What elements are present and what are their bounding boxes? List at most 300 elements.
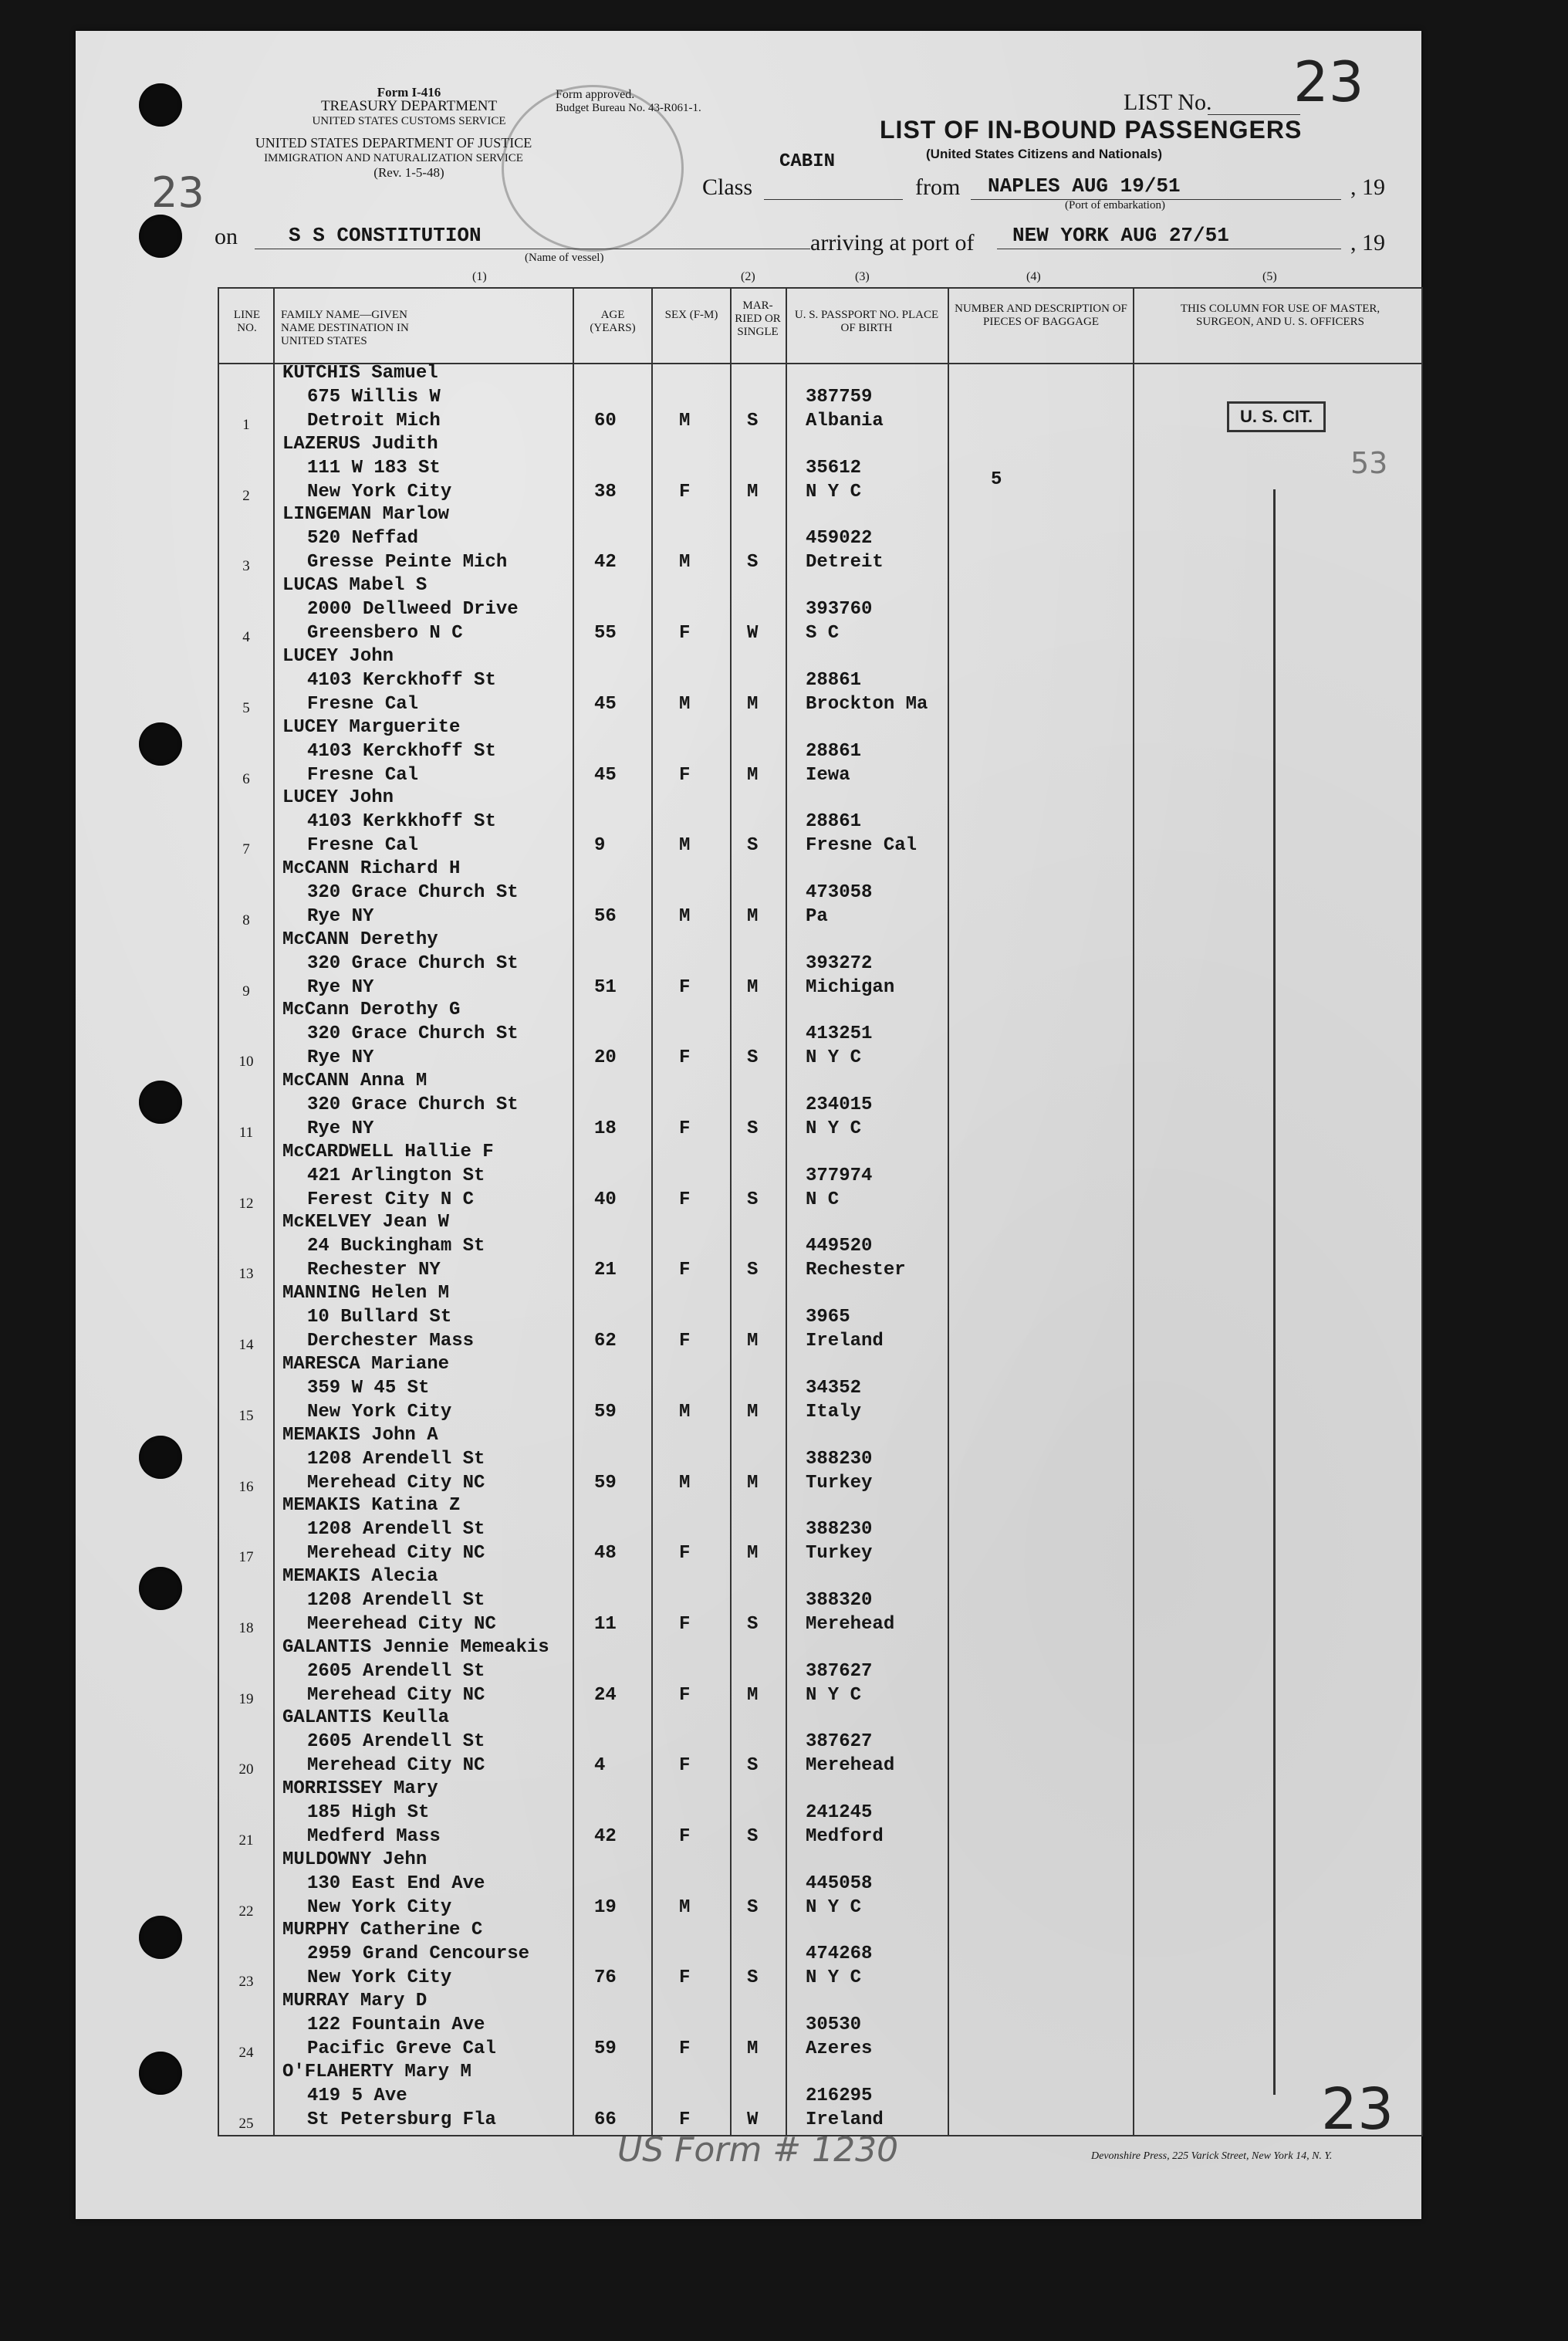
passenger-city: Merehead City NC [307, 1543, 485, 1565]
passport-number: 30530 [806, 2015, 862, 2036]
line-number: 6 [242, 770, 250, 787]
passenger-age: 11 [594, 1613, 617, 1635]
passenger-marital: S [747, 1755, 759, 1777]
table-row [219, 1001, 1421, 1072]
list-no-label: LIST No. [1124, 90, 1212, 115]
line-number: 21 [238, 1832, 254, 1849]
punch-hole [139, 722, 182, 766]
passenger-age: 42 [594, 552, 617, 573]
passenger-marital: M [747, 2038, 759, 2060]
port-embark-caption: (Port of embarkation) [1065, 199, 1165, 211]
passenger-age: 4 [594, 1755, 606, 1777]
year-label: , 19 [1350, 174, 1385, 200]
place-of-birth: Brockton Ma [806, 693, 928, 715]
place-of-birth: Detreit [806, 552, 884, 573]
passenger-sex: F [679, 1047, 691, 1069]
line-number: 22 [238, 1903, 254, 1920]
passenger-address: 320 Grace Church St [307, 1023, 519, 1045]
passenger-sex: F [679, 2109, 691, 2130]
table-row [219, 1426, 1421, 1497]
treasury-dept: TREASURY DEPARTMENT [320, 98, 498, 114]
passenger-city: Rye NY [307, 1047, 374, 1069]
passport-number: 28861 [806, 740, 862, 762]
from-label: from [915, 174, 961, 200]
passenger-address: 1208 Arendell St [307, 1448, 485, 1470]
col-number-4: (4) [1026, 270, 1041, 283]
passenger-city: New York City [307, 1401, 452, 1423]
passenger-age: 20 [594, 1047, 617, 1069]
passenger-name: GALANTIS Jennie Memeakis [282, 1636, 549, 1658]
customs-service: UNITED STATES CUSTOMS SERVICE [312, 115, 506, 127]
passenger-age: 42 [594, 1826, 617, 1847]
passenger-marital: S [747, 1896, 759, 1918]
passport-number: 216295 [806, 2085, 873, 2106]
line-number: 7 [242, 841, 250, 858]
passenger-address: 1208 Arendell St [307, 1589, 485, 1611]
passenger-address: 421 Arlington St [307, 1165, 485, 1186]
passenger-city: Rye NY [307, 1118, 374, 1139]
passenger-sex: F [679, 481, 691, 502]
line-number: 19 [238, 1690, 254, 1707]
passenger-age: 59 [594, 2038, 617, 2060]
passenger-city: Derchester Mass [307, 1331, 475, 1352]
passport-number: 393760 [806, 599, 873, 621]
line-number: 13 [238, 1266, 254, 1283]
passenger-city: Merehead City NC [307, 1472, 485, 1494]
table-row [219, 1636, 1421, 1710]
passenger-address: 2605 Arendell St [307, 1660, 485, 1682]
col-number-1: (1) [472, 270, 487, 283]
passport-number: 387627 [806, 1731, 873, 1753]
passenger-marital: S [747, 1613, 759, 1635]
table-row [219, 435, 1421, 506]
passenger-marital: M [747, 905, 759, 927]
ins-service: IMMIGRATION AND NATURALIZATION SERVICE [264, 152, 523, 164]
passenger-city: Rye NY [307, 976, 374, 998]
table-row [219, 1992, 1421, 2063]
passenger-sex: M [679, 411, 691, 431]
justice-dept: UNITED STATES DEPARTMENT OF JUSTICE [255, 135, 532, 151]
table-row [219, 1213, 1421, 1284]
passenger-age: 60 [594, 411, 617, 431]
form-number: Form I-416 [377, 85, 441, 100]
passenger-address: 130 East End Ave [307, 1872, 485, 1894]
list-no-line [1208, 114, 1300, 115]
page-title: LIST OF IN-BOUND PASSENGERS [880, 116, 1303, 144]
passenger-city: New York City [307, 1967, 452, 1989]
place-of-birth: Italy [806, 1401, 862, 1423]
passenger-address: 10 Bullard St [307, 1307, 452, 1328]
passenger-sex: F [679, 1543, 691, 1565]
table-row [219, 1284, 1421, 1355]
from-value: NAPLES AUG 19/51 [988, 174, 1181, 198]
punch-hole [139, 1436, 182, 1479]
passenger-address: 320 Grace Church St [307, 1094, 519, 1115]
passenger-marital: S [747, 1967, 759, 1989]
passenger-sex: F [679, 1826, 691, 1847]
passenger-table [218, 287, 1423, 2136]
passenger-marital: S [747, 552, 759, 573]
punch-hole [139, 215, 182, 258]
passenger-sex: M [679, 835, 691, 857]
passenger-marital: W [747, 623, 759, 644]
passenger-city: Merehead City NC [307, 1684, 485, 1706]
line-number: 11 [238, 1125, 254, 1141]
passenger-sex: M [679, 693, 691, 715]
passenger-address: 320 Grace Church St [307, 952, 519, 974]
passenger-address: 4103 Kerkkhoff St [307, 811, 496, 833]
place-of-birth: N Y C [806, 1967, 862, 1989]
officer-number: 53 [1350, 446, 1388, 480]
passenger-marital: S [747, 1047, 759, 1069]
passenger-name: MURRAY Mary D [282, 1991, 427, 2012]
passenger-name: McKELVEY Jean W [282, 1212, 450, 1233]
place-of-birth: Fresne Cal [806, 835, 917, 857]
passenger-name: O'FLAHERTY Mary M [282, 2061, 471, 2082]
passenger-city: Detroit Mich [307, 411, 441, 431]
line-number: 10 [238, 1054, 254, 1071]
table-row [219, 506, 1421, 577]
col-header-age: AGE (YEARS) [590, 309, 636, 334]
col-header-name: FAMILY NAME—GIVEN NAME DESTINATION IN UNITED STATES [281, 309, 409, 347]
place-of-birth: Michigan [806, 976, 895, 998]
col-header-baggage: NUMBER AND DESCRIPTION OF PIECES OF BAGGAGE [955, 303, 1127, 328]
passenger-marital: W [747, 2109, 759, 2130]
punch-hole [139, 83, 182, 127]
passenger-city: Fresne Cal [307, 764, 419, 786]
line-number: 3 [242, 558, 250, 575]
passport-number: 388230 [806, 1519, 873, 1541]
col-number-2: (2) [741, 270, 755, 283]
line-number: 8 [242, 912, 250, 929]
passenger-address: 185 High St [307, 1802, 430, 1823]
passenger-age: 51 [594, 976, 617, 998]
passenger-name: McCANN Anna M [282, 1071, 427, 1091]
place-of-birth: N Y C [806, 1684, 862, 1706]
passport-number: 388320 [806, 1589, 873, 1611]
line-number: 17 [238, 1549, 254, 1566]
baggage-count: 5 [991, 469, 1002, 490]
table-row [219, 860, 1421, 931]
line-number: 24 [238, 2045, 254, 2062]
line-number: 15 [238, 1407, 254, 1424]
passenger-sex: F [679, 1189, 691, 1210]
passenger-address: 419 5 Ave [307, 2085, 407, 2106]
passport-number: 35612 [806, 457, 862, 479]
place-of-birth: Turkey [806, 1543, 873, 1565]
passenger-city: Medferd Mass [307, 1826, 441, 1847]
passenger-marital: M [747, 1401, 759, 1423]
passport-number: 473058 [806, 881, 873, 903]
col-number-3: (3) [855, 270, 870, 283]
table-row [219, 1355, 1421, 1426]
passenger-name: MULDOWNY Jehn [282, 1849, 427, 1870]
table-row [219, 1780, 1421, 1851]
passenger-sex: F [679, 976, 691, 998]
passenger-age: 59 [594, 1472, 617, 1494]
on-label: on [215, 224, 238, 249]
passenger-address: 675 Willis W [307, 387, 441, 408]
col-header-passport: U. S. PASSPORT NO. PLACE OF BIRTH [794, 309, 939, 334]
passenger-marital: S [747, 411, 759, 431]
passenger-age: 55 [594, 623, 617, 644]
passenger-age: 24 [594, 1684, 617, 1706]
passport-number: 28861 [806, 669, 862, 691]
place-of-birth: Ireland [806, 1331, 884, 1352]
place-of-birth: N Y C [806, 1047, 862, 1069]
passport-number: 387759 [806, 387, 873, 408]
place-of-birth: S C [806, 623, 840, 644]
passport-number: 449520 [806, 1236, 873, 1257]
passenger-sex: F [679, 764, 691, 786]
passenger-name: LAZERUS Judith [282, 433, 438, 455]
class-value: CABIN [779, 151, 836, 172]
budget-bureau: Budget Bureau No. 43-R061-1. [556, 102, 701, 114]
class-line [764, 199, 903, 200]
passenger-name: MORRISSEY Mary [282, 1778, 438, 1799]
passenger-age: 59 [594, 1401, 617, 1423]
passenger-sex: F [679, 1260, 691, 1281]
passenger-city: Ferest City N C [307, 1189, 475, 1210]
passenger-address: 4103 Kerckhoff St [307, 740, 496, 762]
us-citizen-stamp: U. S. CIT. [1227, 401, 1326, 432]
passport-number: 388230 [806, 1448, 873, 1470]
vessel-caption: (Name of vessel) [525, 252, 604, 264]
passport-number: 445058 [806, 1872, 873, 1894]
place-of-birth: N Y C [806, 481, 862, 502]
table-row [219, 2063, 1421, 2134]
passenger-marital: M [747, 976, 759, 998]
place-of-birth: Medford [806, 1826, 884, 1847]
line-number: 2 [242, 487, 250, 504]
passport-number: 413251 [806, 1023, 873, 1045]
passenger-address: 320 Grace Church St [307, 881, 519, 903]
passenger-city: New York City [307, 481, 452, 502]
place-of-birth: Ireland [806, 2109, 884, 2130]
passenger-address: 4103 Kerckhoff St [307, 669, 496, 691]
passenger-marital: S [747, 835, 759, 857]
table-row [219, 1851, 1421, 1922]
passenger-name: LUCEY John [282, 645, 394, 667]
passport-number: 393272 [806, 952, 873, 974]
line-number: 4 [242, 629, 250, 646]
passenger-sex: F [679, 1684, 691, 1706]
passenger-sex: M [679, 552, 691, 573]
place-of-birth: Iewa [806, 764, 850, 786]
passenger-sex: F [679, 1755, 691, 1777]
year-label: , 19 [1350, 230, 1385, 255]
punch-hole [139, 2052, 182, 2095]
line-number: 18 [238, 1619, 254, 1636]
table-row [219, 1709, 1421, 1780]
passenger-sex: M [679, 1896, 691, 1918]
passenger-age: 40 [594, 1189, 617, 1210]
line-number: 14 [238, 1337, 254, 1354]
form-approved: Form approved. [556, 88, 635, 101]
passenger-age: 21 [594, 1260, 617, 1281]
col-header-officers: THIS COLUMN FOR USE OF MASTER, SURGEON, AND U. S. OFFICERS [1180, 303, 1380, 328]
arriving-label: arriving at port of [810, 230, 975, 255]
passport-number: 34352 [806, 1377, 862, 1399]
passenger-name: McCANN Richard H [282, 858, 461, 879]
passenger-age: 38 [594, 481, 617, 502]
passenger-city: Fresne Cal [307, 835, 419, 857]
passenger-marital: M [747, 1684, 759, 1706]
punch-hole [139, 1916, 182, 1959]
passenger-address: 520 Neffad [307, 528, 419, 550]
table-row [219, 1497, 1421, 1568]
passenger-marital: M [747, 481, 759, 502]
passenger-name: LINGEMAN Marlow [282, 504, 450, 526]
passport-number: 3965 [806, 1307, 850, 1328]
passenger-address: 359 W 45 St [307, 1377, 430, 1399]
passenger-age: 66 [594, 2109, 617, 2130]
passenger-age: 9 [594, 835, 606, 857]
passenger-address: 2959 Grand Cencourse [307, 1944, 530, 1965]
page-subtitle: (United States Citizens and Nationals) [926, 147, 1163, 161]
passenger-city: St Petersburg Fla [307, 2109, 496, 2130]
vessel-value: S S CONSTITUTION [289, 224, 482, 247]
place-of-birth: Merehead [806, 1755, 895, 1777]
place-of-birth: Turkey [806, 1472, 873, 1494]
passenger-marital: S [747, 1189, 759, 1210]
passenger-city: Meerehead City NC [307, 1613, 496, 1635]
passenger-marital: S [747, 1826, 759, 1847]
line-number: 23 [238, 1974, 254, 1991]
passport-number: 234015 [806, 1094, 873, 1115]
table-row [219, 577, 1421, 648]
passenger-marital: M [747, 1472, 759, 1494]
line-number: 1 [242, 417, 250, 433]
passenger-name: MEMAKIS John A [282, 1424, 438, 1446]
officer-check-line [1273, 489, 1276, 2095]
line-number: 9 [242, 983, 250, 1000]
line-number: 12 [238, 1195, 254, 1212]
passenger-name: McCARDWELL Hallie F [282, 1141, 494, 1162]
table-row [219, 931, 1421, 1002]
punch-hole [139, 1081, 182, 1124]
passenger-age: 76 [594, 1967, 617, 1989]
punch-hole [139, 1567, 182, 1610]
passport-number: 28861 [806, 811, 862, 833]
passenger-marital: M [747, 1543, 759, 1565]
passport-number: 377974 [806, 1165, 873, 1186]
passenger-sex: M [679, 1401, 691, 1423]
passenger-marital: S [747, 1260, 759, 1281]
passenger-name: LUCEY John [282, 787, 394, 809]
passenger-name: MEMAKIS Alecia [282, 1565, 438, 1587]
class-label: Class [702, 174, 753, 200]
passenger-city: Fresne Cal [307, 693, 419, 715]
passenger-age: 56 [594, 905, 617, 927]
passenger-city: New York City [307, 1896, 452, 1918]
passport-number: 387627 [806, 1660, 873, 1682]
list-no-value: 23 [1293, 49, 1364, 114]
passenger-marital: S [747, 1118, 759, 1139]
passenger-address: 111 W 183 St [307, 457, 441, 479]
passenger-city: Merehead City NC [307, 1755, 485, 1777]
table-row [219, 1565, 1421, 1639]
place-of-birth: Merehead [806, 1613, 895, 1635]
table-row [219, 1921, 1421, 1992]
passenger-name: MEMAKIS Katina Z [282, 1495, 461, 1517]
passport-number: 474268 [806, 1944, 873, 1965]
passenger-city: Rechester NY [307, 1260, 441, 1281]
passenger-name: MURPHY Catherine C [282, 1920, 483, 1941]
place-of-birth: Pa [806, 905, 828, 927]
printer-credit: Devonshire Press, 225 Varick Street, New York 14, N. Y. [1091, 2150, 1333, 2162]
margin-note: 23 [151, 168, 204, 217]
passenger-age: 19 [594, 1896, 617, 1918]
place-of-birth: Albania [806, 411, 884, 431]
passenger-sex: F [679, 1613, 691, 1635]
place-of-birth: N Y C [806, 1896, 862, 1918]
arrival-value: NEW YORK AUG 27/51 [1012, 224, 1229, 247]
passenger-sex: F [679, 1331, 691, 1352]
passenger-age: 45 [594, 693, 617, 715]
passenger-age: 18 [594, 1118, 617, 1139]
date-stamp [502, 85, 684, 252]
line-number: 20 [238, 1761, 254, 1778]
passenger-name: MARESCA Mariane [282, 1353, 450, 1375]
bottom-handwriting: US Form # 1230 [617, 2130, 899, 2170]
passenger-name: LUCAS Mabel S [282, 575, 427, 597]
line-number: 25 [238, 2115, 254, 2132]
passenger-marital: M [747, 1331, 759, 1352]
form-revision: (Rev. 1-5-48) [373, 165, 444, 180]
passenger-marital: M [747, 764, 759, 786]
passenger-city: Rye NY [307, 905, 374, 927]
table-row [219, 645, 1421, 719]
col-number-5: (5) [1262, 270, 1277, 283]
passenger-name: KUTCHIS Samuel [282, 363, 438, 384]
passenger-address: 24 Buckingham St [307, 1236, 485, 1257]
passenger-sex: F [679, 1118, 691, 1139]
place-of-birth: Rechester [806, 1260, 906, 1281]
total-count: 23 [1321, 2076, 1394, 2143]
passenger-sex: F [679, 623, 691, 644]
passenger-address: 2605 Arendell St [307, 1731, 485, 1753]
passenger-address: 2000 Dellweed Drive [307, 599, 519, 621]
place-of-birth: N Y C [806, 1118, 862, 1139]
passport-number: 241245 [806, 1802, 873, 1823]
line-number: 16 [238, 1478, 254, 1495]
table-row [219, 716, 1421, 790]
passenger-sex: M [679, 905, 691, 927]
col-header-line: LINE NO. [233, 309, 261, 334]
passenger-sex: F [679, 1967, 691, 1989]
passenger-address: 122 Fountain Ave [307, 2015, 485, 2036]
passenger-sex: F [679, 2038, 691, 2060]
passenger-address: 1208 Arendell St [307, 1519, 485, 1541]
table-row [219, 1072, 1421, 1143]
passenger-name: GALANTIS Keulla [282, 1707, 450, 1729]
place-of-birth: Azeres [806, 2038, 873, 2060]
passenger-name: McCann Derothy G [282, 1000, 461, 1021]
passenger-age: 48 [594, 1543, 617, 1565]
passenger-city: Gresse Peinte Mich [307, 552, 508, 573]
place-of-birth: N C [806, 1189, 840, 1210]
passenger-name: McCANN Derethy [282, 929, 438, 950]
passenger-sex: M [679, 1472, 691, 1494]
passenger-name: LUCEY Marguerite [282, 716, 461, 738]
col-header-sex: SEX (F-M) [664, 309, 718, 321]
line-number: 5 [242, 699, 250, 716]
passenger-age: 45 [594, 764, 617, 786]
table-row [219, 1143, 1421, 1214]
passenger-city: Greensbero N C [307, 623, 463, 644]
passenger-age: 62 [594, 1331, 617, 1352]
